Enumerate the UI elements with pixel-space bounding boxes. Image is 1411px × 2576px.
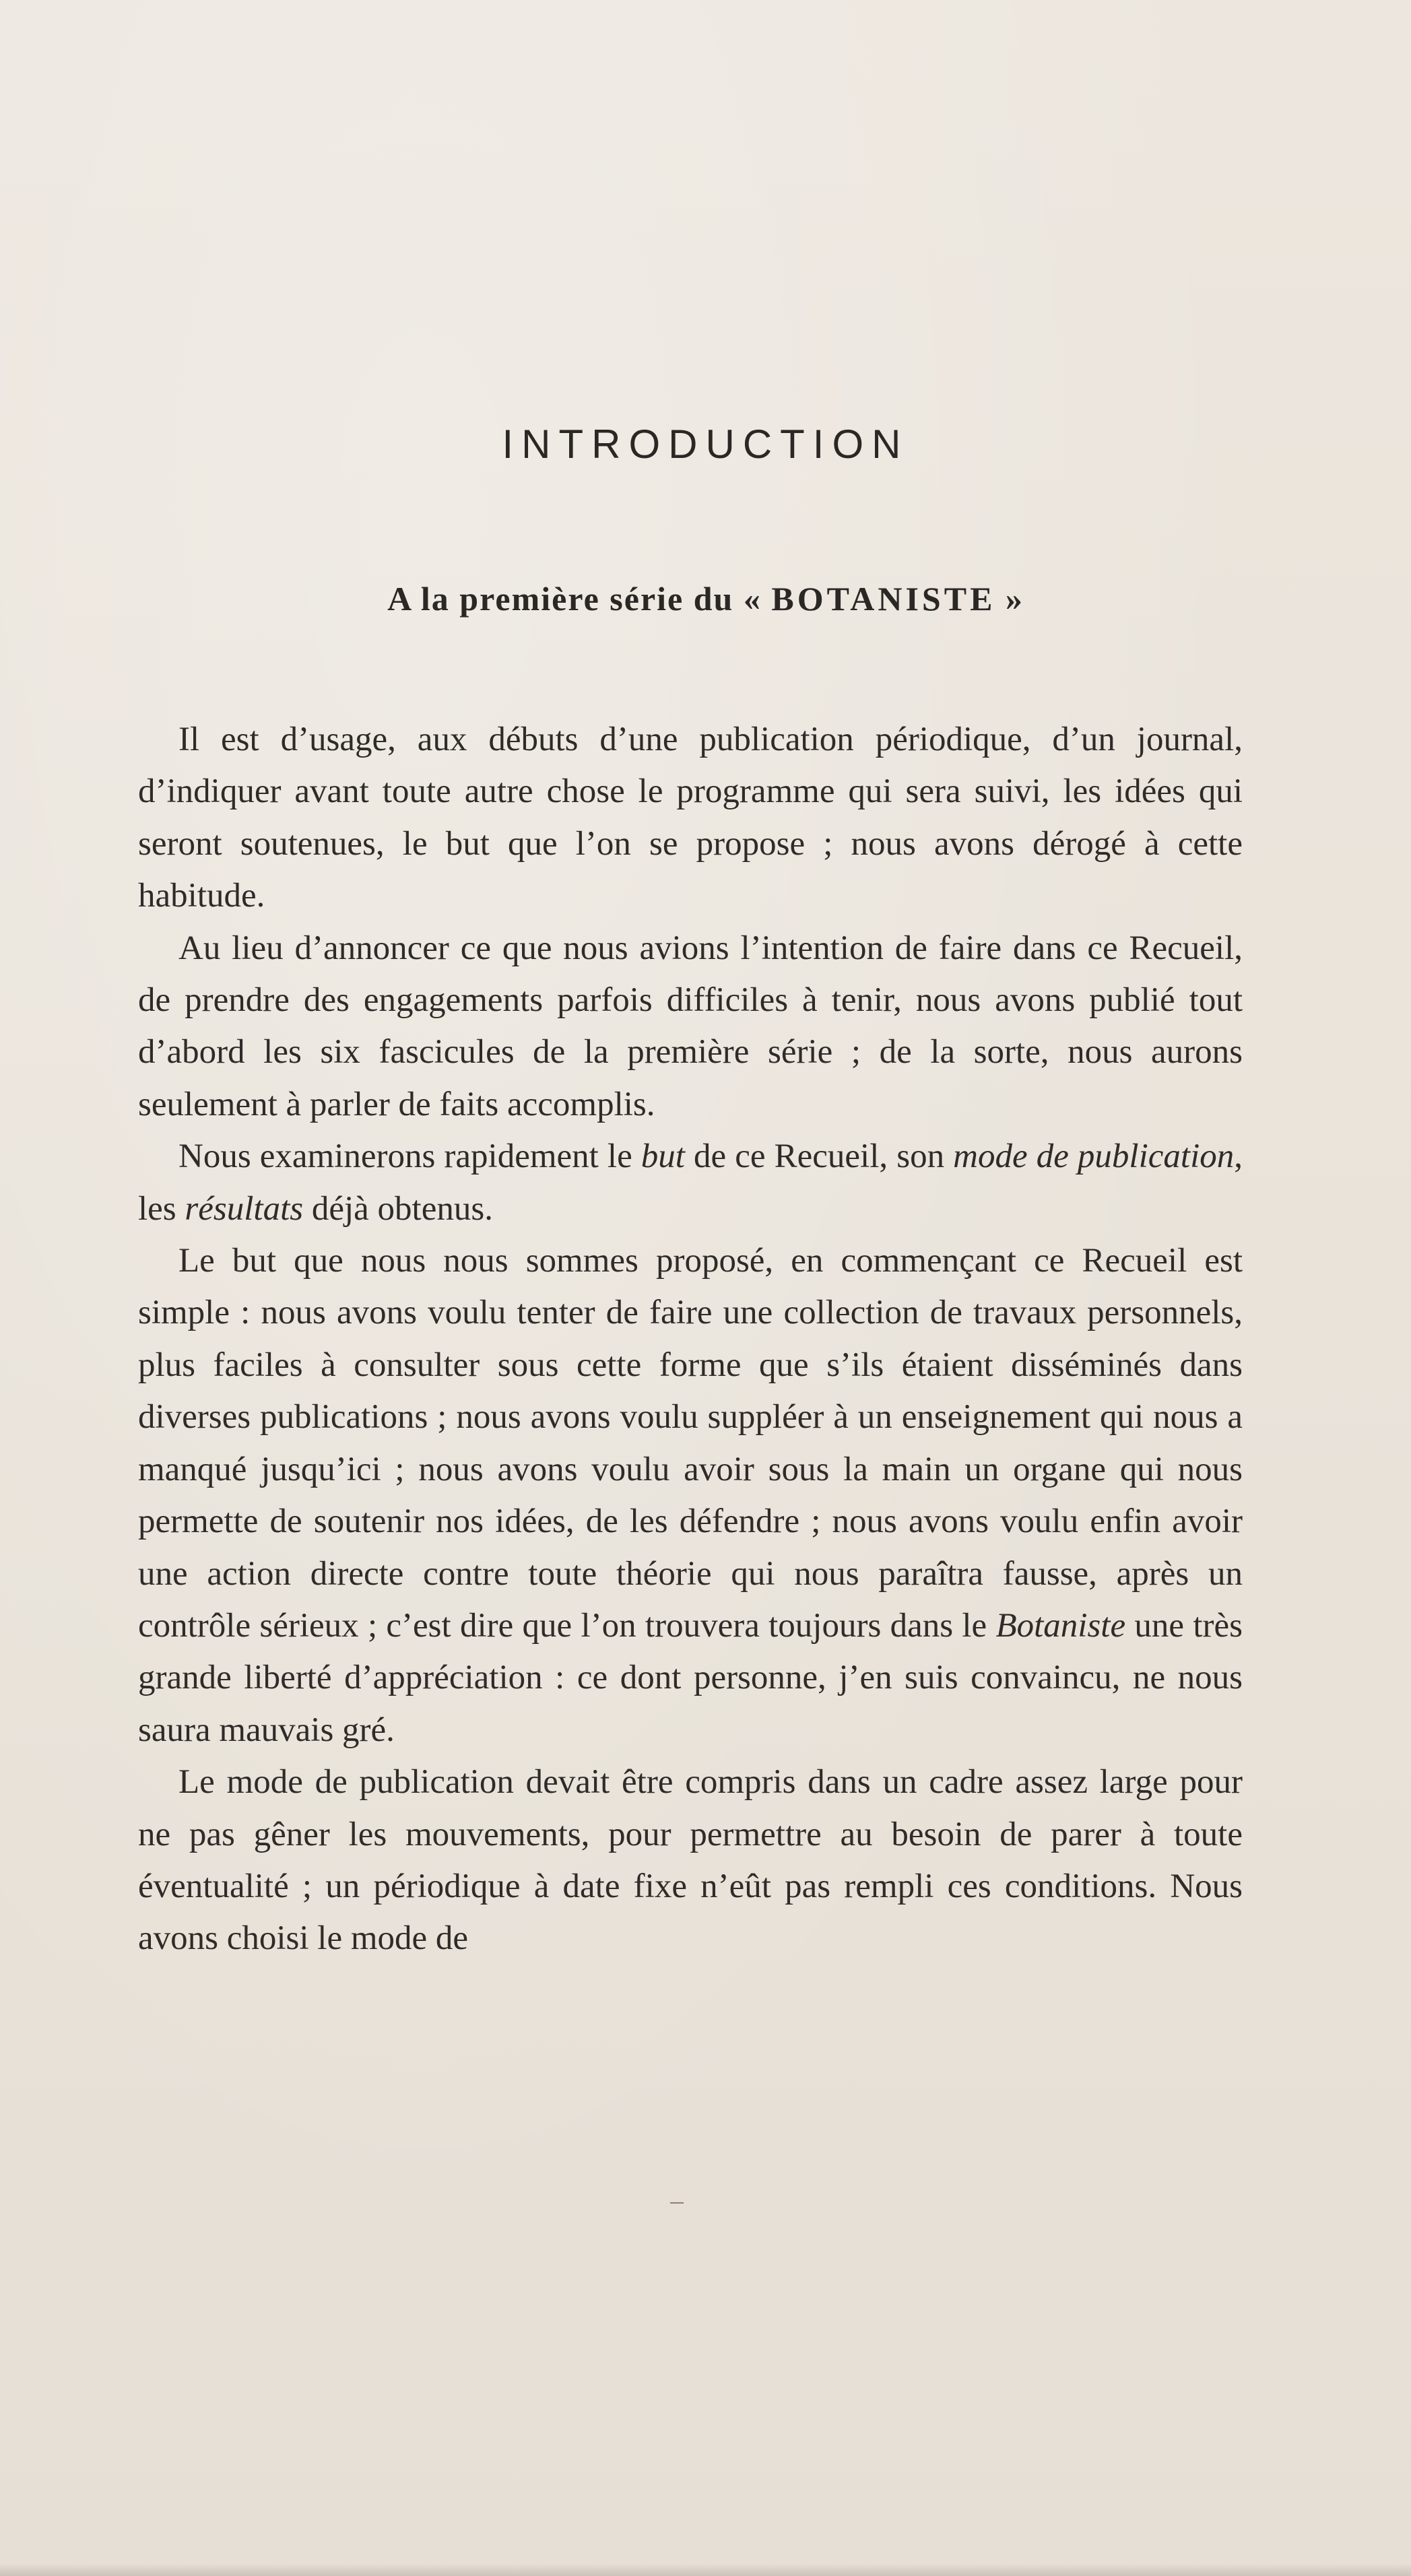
- paragraph-4: [138, 1235, 1243, 1756]
- p3-text-c: de ce Recueil, son: [684, 1137, 954, 1176]
- p3-text-g: déjà obtenus.: [303, 1189, 493, 1228]
- p3-text-a: Nous examinerons rapidement le: [178, 1137, 641, 1176]
- subtitle-suffix: »: [995, 580, 1024, 618]
- body-text: [138, 714, 1243, 1965]
- p4-text-c: une très grande liberté d’appréciation : ce dont personne, j’en suis convaincu, ne nous saura mauvais gré.: [138, 1606, 1243, 1749]
- p3-emphasis-but: but: [641, 1137, 685, 1176]
- page-bottom-edge: [0, 2564, 1411, 2576]
- page-title: INTRODUCTION: [502, 422, 909, 467]
- subtitle-prefix: A la première série du «: [387, 580, 772, 618]
- subtitle-journal-name: BOTANISTE: [771, 580, 996, 618]
- p3-text-e: , les: [138, 1137, 1243, 1228]
- paragraph-5: Le mode de publication devait être compris dans un cadre assez large pour ne pas gêner les mouvements, pour permettre au besoin de parer à toute éventualité ; un périodique à date fixe n’eût pas rempli ces conditions. Nous avons choisi le mode de: [138, 1763, 1243, 1958]
- p4-emphasis-botaniste: Botaniste: [995, 1606, 1126, 1645]
- paragraph-2: Au lieu d’annoncer ce que nous avions l’intention de faire dans ce Recueil, de prendre des engagements parfois difficiles à tenir, nous avons publié tout d’abord les six fascicules de la première série ; de la sorte, nous aurons seulement à parler de faits accomplis.: [138, 929, 1243, 1123]
- p3-emphasis-mode: mode de publication: [953, 1137, 1235, 1176]
- page-mark: [670, 2202, 684, 2204]
- p3-emphasis-resultats: résultats: [185, 1189, 304, 1228]
- paragraph-3: [138, 1131, 1243, 1235]
- paragraph-1: Il est d’usage, aux débuts d’une publication périodique, d’un journal, d’indiquer avant toute autre chose le programme qui sera suivi, les idées qui seront soutenues, le but que l’on se propose ; nous avons dérogé à cette habitude.: [138, 721, 1243, 915]
- p4-text-a: Le but que nous nous sommes proposé, en commençant ce Recueil est simple : nous avons voulu tenter de faire une collection de travaux personnels, plus faciles à consulter sous cette forme que s’ils étaient disséminés dans diverses publications ; nous avons voulu suppléer à un enseignement qui nous a manqué jusqu’ici ; nous avons voulu avoir sous la main un organe qui nous permette de soutenir nos idées, de les défendre ; nous avons voulu enfin avoir une action directe contre toute théorie qui nous paraîtra fausse, après un contrôle sérieux ; c’est dire que l’on trouvera toujours dans le: [138, 1242, 1243, 1645]
- page-subtitle: [0, 579, 1411, 618]
